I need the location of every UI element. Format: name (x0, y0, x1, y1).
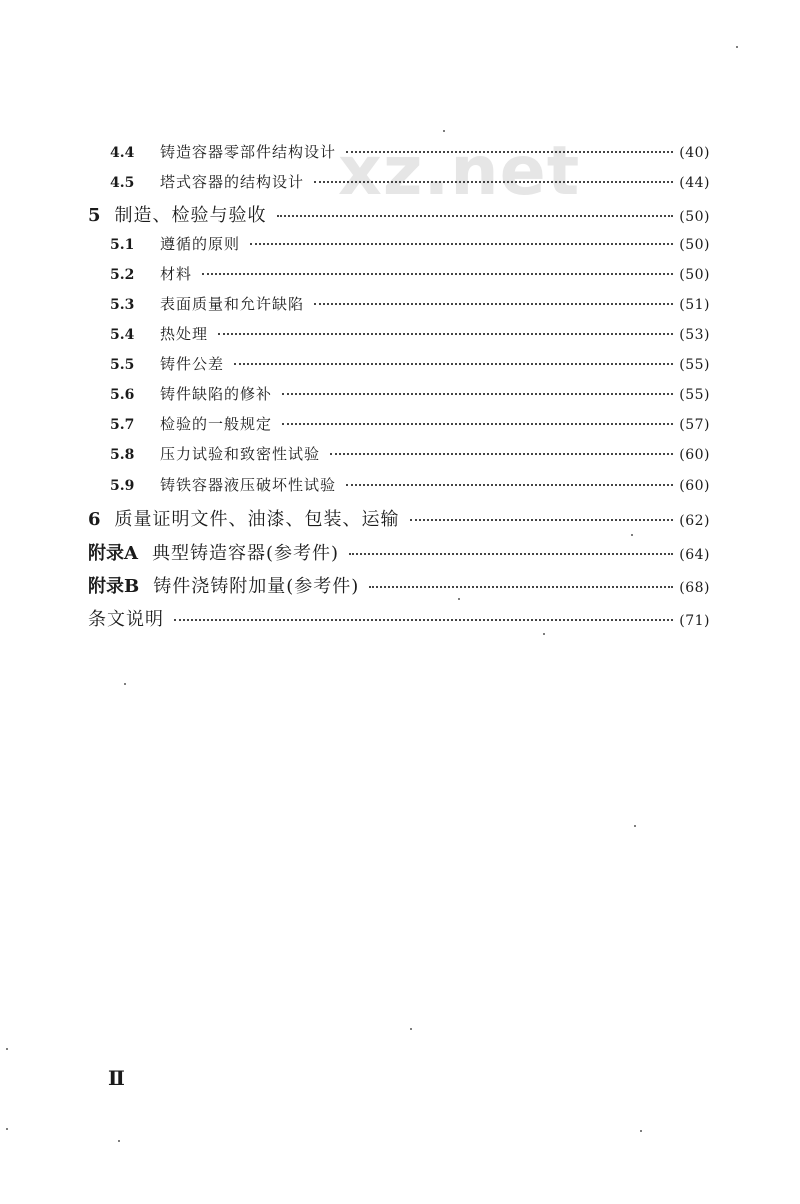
toc-entry-number: 4.4 (110, 145, 135, 161)
dot-leader (369, 586, 673, 588)
dot-leader (330, 453, 673, 455)
scan-speck (410, 1028, 412, 1030)
toc-entry-explanation[interactable] (88, 605, 710, 631)
toc-entry-page: (55) (679, 357, 710, 373)
toc-entry-5-6[interactable] (110, 383, 710, 404)
toc-entry-page: (68) (679, 580, 710, 596)
scan-speck (458, 598, 460, 600)
toc-entry-page: (44) (679, 175, 710, 191)
dot-leader (218, 333, 673, 335)
scan-speck (124, 683, 126, 685)
toc-entry-number: 5.9 (110, 478, 135, 494)
dot-leader (349, 553, 673, 555)
dot-leader (346, 484, 673, 486)
toc-entry-number: 5.7 (110, 417, 135, 433)
toc-entry-page: (40) (679, 145, 710, 161)
toc-entry-page: (50) (679, 267, 710, 283)
toc-entry-5-5[interactable] (110, 353, 710, 374)
toc-entry-5-8[interactable] (110, 443, 710, 464)
toc-entry-5-4[interactable] (110, 323, 710, 344)
scan-speck (634, 825, 636, 827)
toc-entry-5-3[interactable] (110, 293, 710, 314)
toc-entry-number: 附录B (88, 576, 140, 597)
toc-entry-title: 压力试验和致密性试验 (160, 445, 321, 463)
scan-speck (543, 633, 545, 635)
toc-entry-4-4[interactable] (110, 141, 710, 162)
toc-entry-title: 制造、检验与验收 (114, 205, 267, 226)
dot-leader (410, 519, 674, 521)
toc-entry-appendix-b[interactable] (88, 572, 710, 598)
toc-entry-5-7[interactable] (110, 413, 710, 434)
dot-leader (282, 423, 673, 425)
scan-speck (118, 1140, 120, 1142)
toc-entry-page: (60) (679, 447, 710, 463)
toc-entry-5-9[interactable] (110, 474, 710, 495)
toc-entry-title: 塔式容器的结构设计 (160, 173, 305, 191)
toc-entry-page: (53) (679, 327, 710, 343)
toc-entry-number: 5.8 (110, 447, 135, 463)
toc-entry-title: 典型铸造容器(参考件) (151, 543, 340, 564)
dot-leader (282, 393, 673, 395)
toc-entry-title: 铸铁容器液压破坏性试验 (160, 476, 337, 494)
toc-entry-title: 铸件缺陷的修补 (160, 385, 273, 403)
scan-speck (443, 130, 445, 132)
scan-speck (631, 534, 633, 536)
scan-speck (640, 1130, 642, 1132)
toc-entry-4-5[interactable] (110, 171, 710, 192)
toc-entry-number: 5.4 (110, 327, 135, 343)
toc-entry-5-1[interactable] (110, 233, 710, 254)
page-number-footer: Ⅱ (108, 1068, 125, 1090)
scan-speck (736, 46, 738, 48)
toc-entry-appendix-a[interactable] (88, 539, 710, 565)
toc-entry-number: 6 (88, 509, 101, 530)
dot-leader (346, 151, 673, 153)
toc-entry-title: 遵循的原则 (160, 235, 241, 253)
watermark: xz.net (338, 132, 581, 211)
toc-entry-number: 5.3 (110, 297, 135, 313)
toc-entry-title: 材料 (160, 265, 193, 283)
toc-entry-page: (51) (679, 297, 710, 313)
scan-speck (6, 1128, 8, 1130)
toc-entry-title: 铸造容器零部件结构设计 (160, 143, 337, 161)
toc-entry-title: 质量证明文件、油漆、包装、运输 (114, 509, 400, 530)
toc-entry-page: (50) (679, 237, 710, 253)
toc-entry-title: 表面质量和允许缺陷 (160, 295, 305, 313)
toc-entry-5-2[interactable] (110, 263, 710, 284)
toc-entry-title: 热处理 (160, 325, 209, 343)
dot-leader (174, 619, 673, 621)
toc-entry-number: 附录A (88, 543, 138, 564)
toc-entry-number: 5 (88, 205, 101, 226)
dot-leader (314, 181, 673, 183)
toc-entry-number: 4.5 (110, 175, 135, 191)
toc-entry-number: 5.2 (110, 267, 135, 283)
toc-entry-title: 检验的一般规定 (160, 415, 273, 433)
toc-entry-number: 5.1 (110, 237, 135, 253)
toc-entry-page: (62) (679, 513, 710, 529)
toc-entry-page: (60) (679, 478, 710, 494)
toc-entry-title: 铸件浇铸附加量(参考件) (153, 576, 360, 597)
dot-leader (202, 273, 673, 275)
toc-entry-page: (57) (679, 417, 710, 433)
dot-leader (234, 363, 673, 365)
toc-entry-page: (64) (679, 547, 710, 563)
toc-entry-number: 5.6 (110, 387, 135, 403)
toc-entry-number: 5.5 (110, 357, 135, 373)
toc-entry-5[interactable] (88, 201, 710, 227)
toc-entry-page: (71) (679, 613, 710, 629)
toc-entry-title: 条文说明 (88, 609, 164, 630)
dot-leader (277, 215, 674, 217)
dot-leader (250, 243, 673, 245)
toc-entry-page: (50) (679, 209, 710, 225)
scan-speck (6, 1048, 8, 1050)
toc-entry-page: (55) (679, 387, 710, 403)
toc-entry-6[interactable] (88, 505, 710, 531)
dot-leader (314, 303, 673, 305)
toc-entry-title: 铸件公差 (160, 355, 225, 373)
